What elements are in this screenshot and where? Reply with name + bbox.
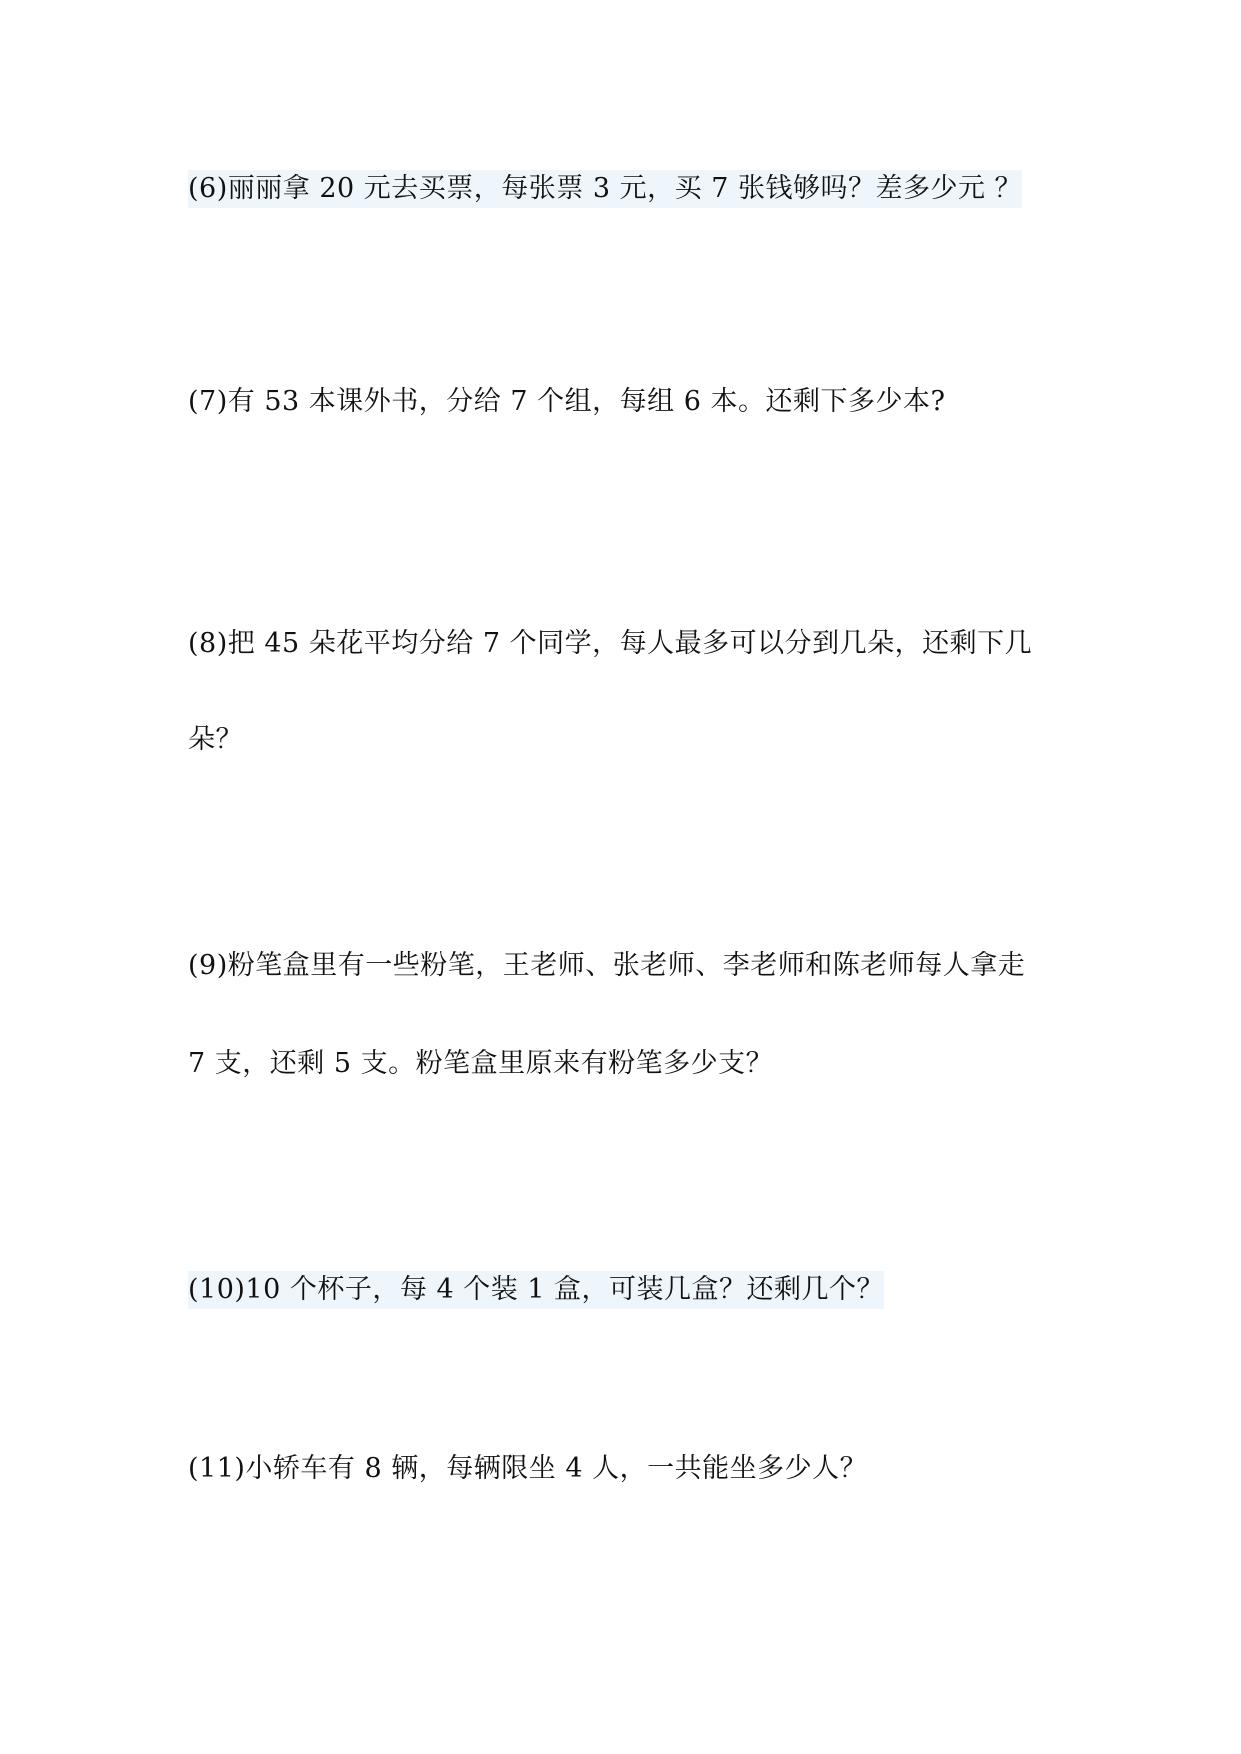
problem-11-line-1: (11)小轿车有 8 辆，每辆限坐 4 人，一共能坐多少人？ [188, 1453, 868, 1484]
problem-9-line-2: 7 支，还剩 5 支。粉笔盒里原来有粉笔多少支？ [188, 1048, 774, 1079]
problem-6-line-1: (6)丽丽拿 20 元去买票，每张票 3 元，买 7 张钱够吗？差多少元 ？ [188, 170, 1022, 208]
problem-7-line-1: (7)有 53 本课外书，分给 7 个组，每组 6 本。还剩下多少本? [188, 386, 946, 417]
problem-8-line-2: 朵？ [188, 724, 243, 755]
problem-9-line-1: (9)粉笔盒里有一些粉笔，王老师、张老师、李老师和陈老师每人拿走 [188, 950, 1026, 981]
problem-8-line-1: (8)把 45 朵花平均分给 7 个同学，每人最多可以分到几朵，还剩下几 [188, 628, 1033, 659]
problem-10-line-1: (10)10 个杯子，每 4 个装 1 盒，可装几盒？还剩几个？ [188, 1271, 884, 1309]
